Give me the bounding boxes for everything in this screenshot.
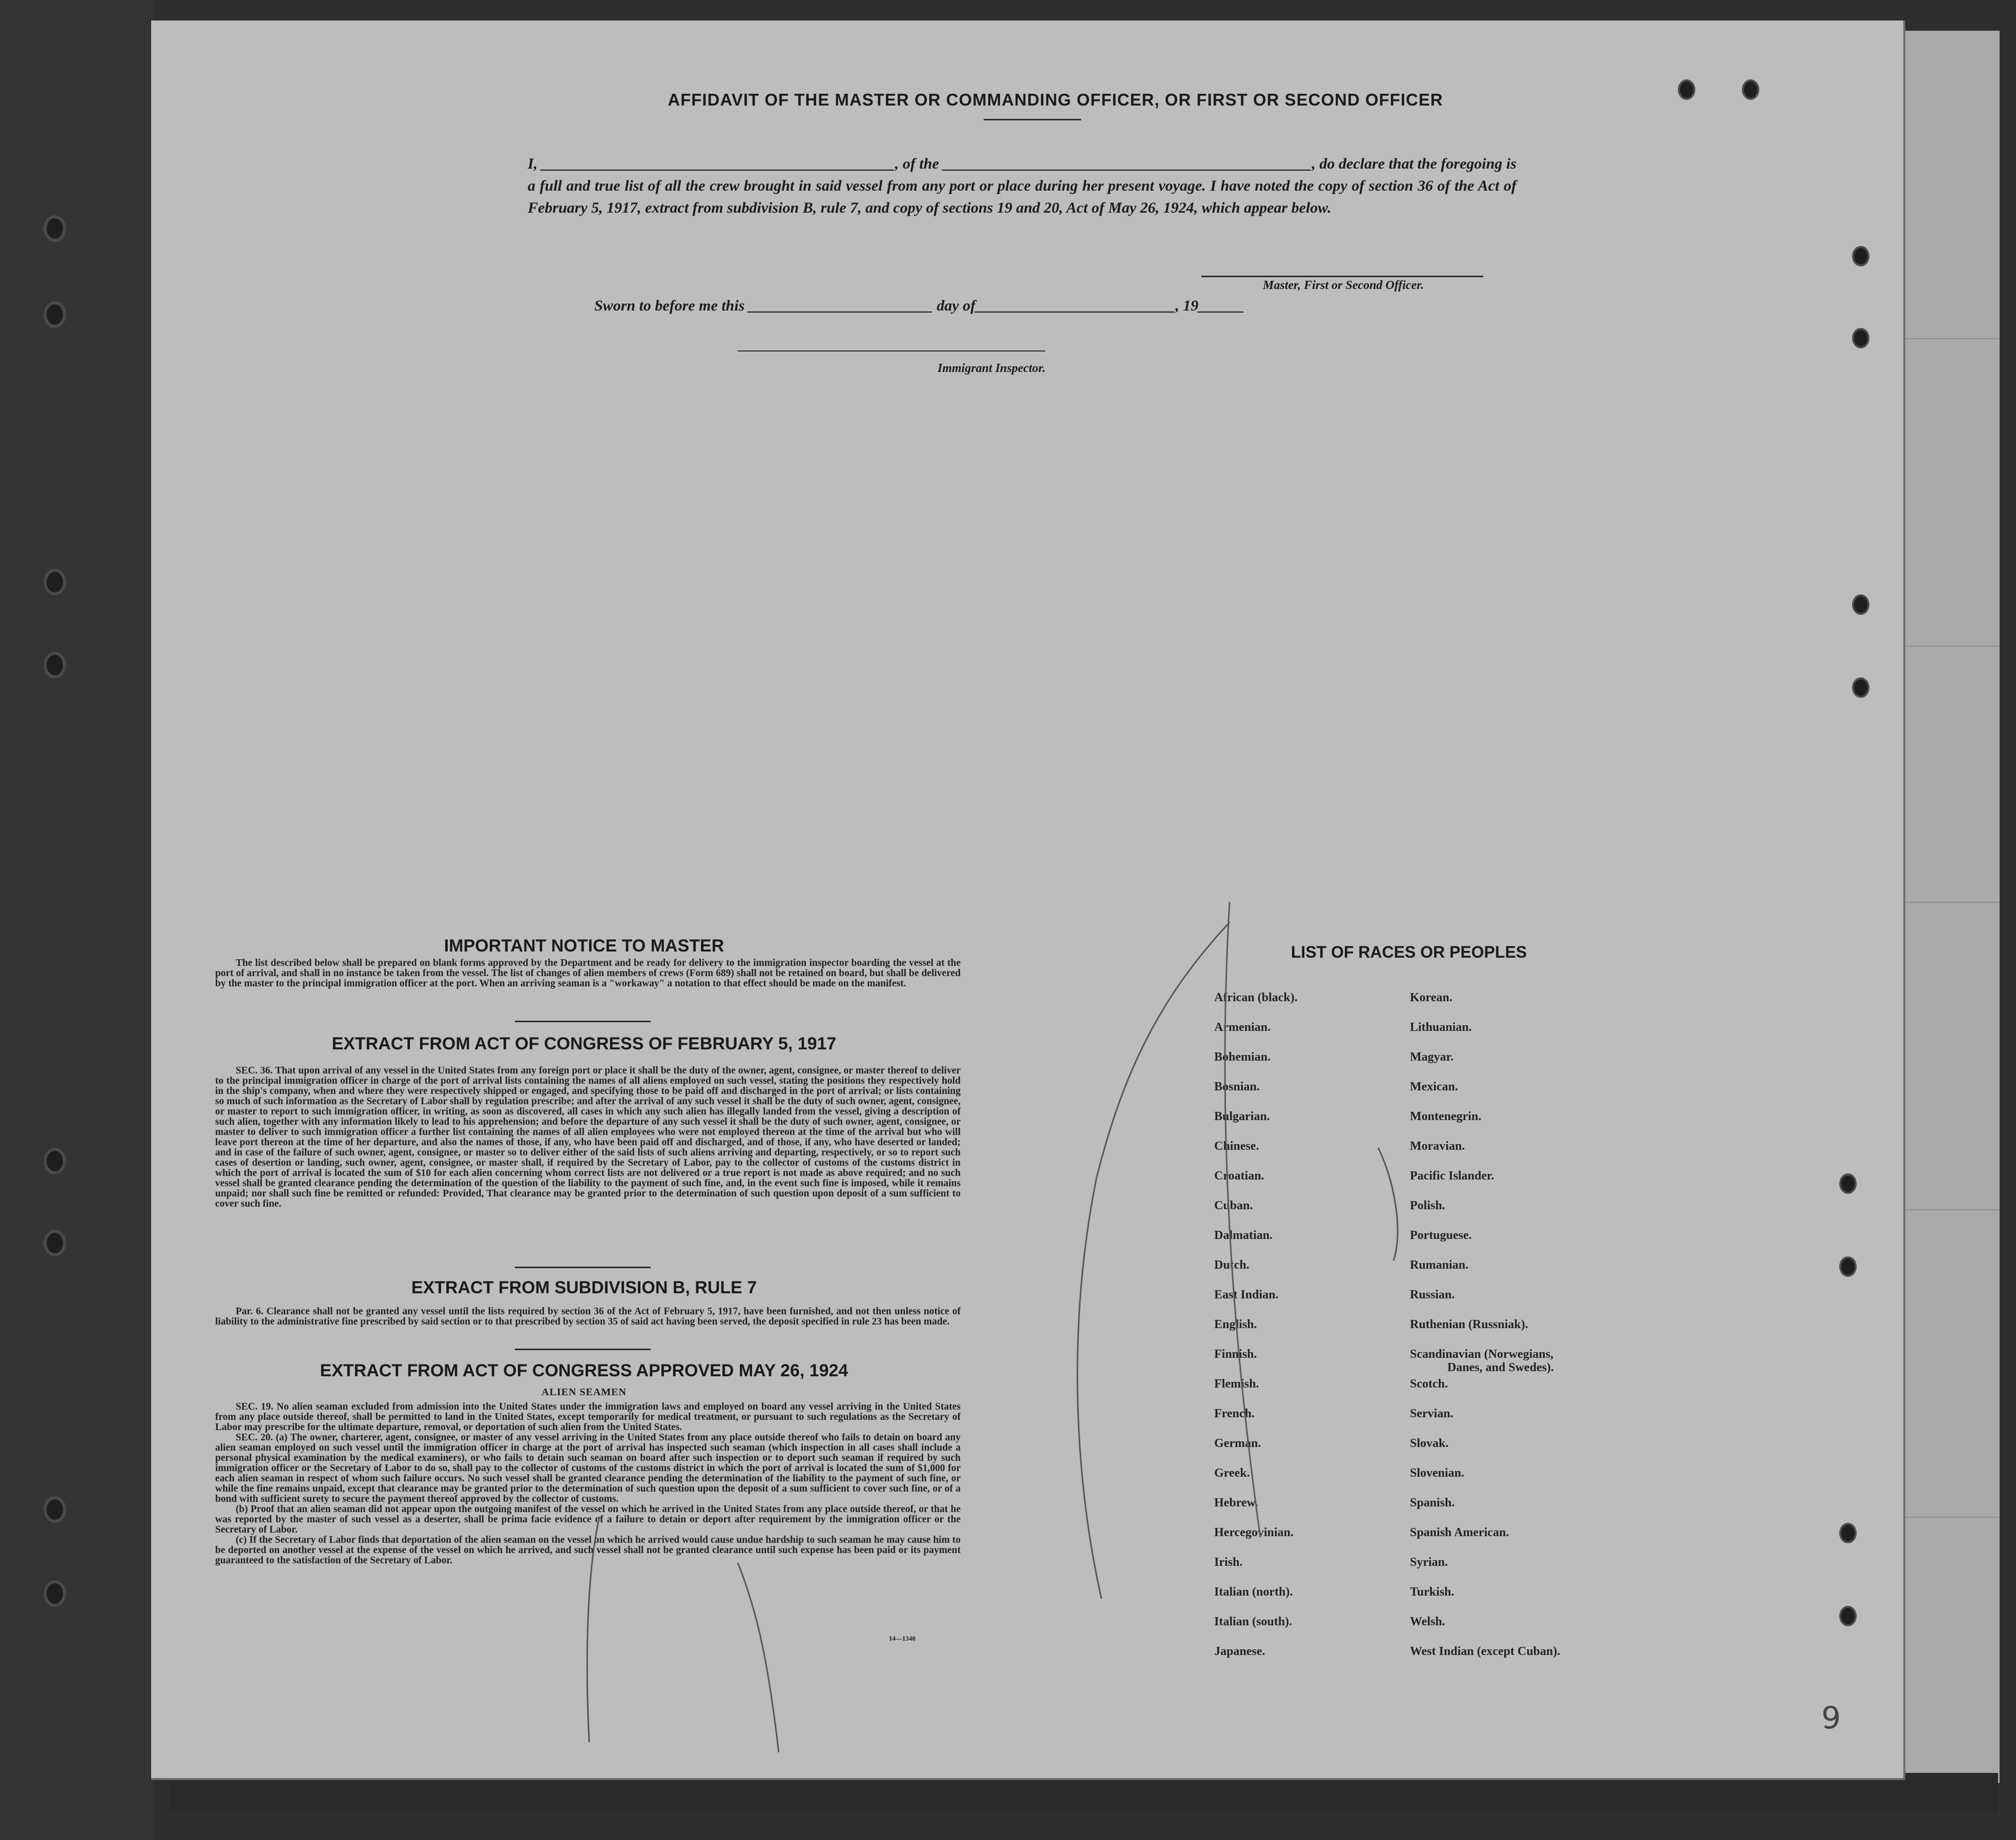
race-item: Hebrew.	[1214, 1496, 1258, 1510]
race-item: Spanish.	[1410, 1496, 1455, 1510]
race-item: African (black).	[1214, 991, 1298, 1004]
notice-title: IMPORTANT NOTICE TO MASTER	[444, 936, 724, 956]
race-item: Turkish.	[1410, 1585, 1454, 1599]
race-item: Servian.	[1410, 1407, 1453, 1420]
race-item: Rumanian.	[1410, 1258, 1469, 1272]
race-item: Flemish.	[1214, 1377, 1259, 1391]
race-item: Finnish.	[1214, 1348, 1257, 1361]
race-item: Slovak.	[1410, 1437, 1449, 1450]
race-item: Moravian.	[1410, 1140, 1465, 1153]
race-item: Portuguese.	[1410, 1229, 1472, 1242]
race-item: Irish.	[1214, 1556, 1243, 1569]
races-title: LIST OF RACES OR PEOPLES	[1291, 943, 1527, 961]
race-item: Pacific Islander.	[1410, 1169, 1494, 1183]
extract-rule7-title: EXTRACT FROM SUBDIVISION B, RULE 7	[411, 1278, 757, 1297]
race-item: English.	[1214, 1318, 1257, 1331]
inspector-signature-label: Immigrant Inspector.	[938, 362, 1046, 375]
notice-text: The list described below shall be prepared on blank forms approved by the Department and be ready for delivery to the immigration inspector boarding the vessel at the port of arrival, and shall in no instance be taken from the vessel. The list of changes of alien members of crews (Form 689) shall not be retained on board, but shall be delivered by the master to the principal immigration officer at the port. When an arriving seaman is a "workaway" a notation to that effect should be made on the manifest.	[215, 958, 961, 989]
race-item: East Indian.	[1214, 1288, 1279, 1301]
race-item: Syrian.	[1410, 1556, 1448, 1569]
race-item: Ruthenian (Russniak).	[1410, 1318, 1528, 1331]
race-item: Polish.	[1410, 1199, 1445, 1212]
race-item: Scandinavian (Norwegians,	[1410, 1348, 1554, 1361]
race-item: Dalmatian.	[1214, 1229, 1273, 1242]
race-item: Hercegovinian.	[1214, 1526, 1294, 1539]
race-item: Dutch.	[1214, 1258, 1250, 1272]
alien-seamen-heading: ALIEN SEAMEN	[542, 1387, 627, 1398]
race-item: Lithuanian.	[1410, 1021, 1472, 1034]
extract-1924-title: EXTRACT FROM ACT OF CONGRESS APPROVED MAY 26, 1924	[320, 1361, 848, 1380]
race-item: Mexican.	[1410, 1080, 1458, 1093]
race-item: Russian.	[1410, 1288, 1455, 1301]
race-item: Cuban.	[1214, 1199, 1253, 1212]
extract-1924-text: SEC. 19. No alien seaman excluded from admission into the United States under the immigration laws and employed on board any vessel arriving in the United States from any place outside thereof, shall be permitted to land in the United States, except temporarily for medical treatment, or pursuant to such regulations as the Secretary of Labor may prescribe for the ultimate departure, removal, or deportation of such alien from the United States. SEC. 20. (a) The owner, charterer, agent, consignee, or master of any vessel arriving in the United States from any place outside thereof who fails to detain on board any alien seaman employed on such vessel until the immigration officer in charge at the port of arrival has inspected such seaman (which inspection in all cases shall include a personal physical examination by the medical examiners), or who fails to detain such seaman on board after such inspection or to deport such seaman if required by such immigration officer or the Secretary of Labor to do so, shall pay to the collector of customs of the customs district in which the port of arrival is located the sum of $1,000 for each alien seaman in respect of whom such failure occurs. No such vessel shall be granted clearance pending the determination of the liability to the payment of such fine, or while the fine remains unpaid, except that clearance may be granted prior to the determination of such question upon the deposit of a sum sufficient to cover such fine, or of a bond with sufficient surety to secure the payment thereof approved by the collector of customs. (b) Proof that an alien seaman did not appear upon the outgoing manifest of the vessel on which he arrived in the United States from any place outside thereof, or that he was reported by the master of such vessel as a deserter, shall be prima facie evidence of a failure to detain or deport after requirement by the immigration officer or the Secretary of Labor. (c) If the Secretary of Labor finds that deportation of the alien seaman on the vessel on which he arrived would cause undue hardship to such seaman he may cause him to be deported on another vessel at the expense of the vessel on which he arrived, and such vessel shall not be granted clearance until such expense has been paid or its payment guaranteed to the satisfaction of the Secretary of Labor.	[215, 1401, 961, 1566]
race-item: Welsh.	[1410, 1615, 1445, 1628]
race-item: Italian (south).	[1214, 1615, 1293, 1628]
race-item: Japanese.	[1214, 1645, 1265, 1658]
race-item: Croatian.	[1214, 1169, 1264, 1183]
race-item: Danes, and Swedes).	[1447, 1361, 1554, 1374]
affidavit-title: AFFIDAVIT OF THE MASTER OR COMMANDING OFFICER, OR FIRST OR SECOND OFFICER	[668, 90, 1443, 109]
race-item: Italian (north).	[1214, 1585, 1293, 1599]
race-item: Bulgarian.	[1214, 1110, 1270, 1123]
form-number: 14—1340	[889, 1635, 916, 1642]
race-item: French.	[1214, 1407, 1255, 1420]
race-item: Magyar.	[1410, 1050, 1454, 1064]
race-item: Chinese.	[1214, 1140, 1259, 1153]
sworn-statement: Sworn to before me this ________________________ day of__________________________, 19______	[594, 297, 1245, 314]
extract-1917-text: SEC. 36. That upon arrival of any vessel in the United States from any foreign port or place it shall be the duty of the owner, agent, consignee, or master thereof to deliver to the principal immigration officer in charge of the port of arrival lists containing the names of all aliens employed on such vessel, stating the positions they respectively hold in the ship's company, when and where they were respectively shipped or engaged, and specifying those to be paid off and discharged in the port of arrival; or lists containing so much of such information as the Secretary of Labor shall by regulation prescribe; and after the arrival of any such vessel it shall be the duty of such owner, agent, consignee, or master to report to such immigration officer, in writing, as soon as discovered, all cases in which any such alien has illegally landed from the vessel, giving a description of such alien, together with any information likely to lead to his apprehension; and before the departure of any such vessel it shall be the duty of such owner, agent, consignee, or master to deliver to such immigration officer a further list containing the names of all alien employees who were not employed thereon at the time of the arrival but who will leave port thereon at the time of her departure, and also the names of those, if any, who have been paid off and discharged, and of those, if any, who have deserted or landed; and in case of the failure of such owner, agent, consignee, or master so to deliver either of the said lists of such aliens arriving and departing, respectively, or so to report such cases of desertion or landing, such owner, agent, consignee, or master shall, if required by the Secretary of Labor, pay to the collector of customs of the customs district in which the port of arrival is located the sum of $10 for each alien concerning whom correct lists are not delivered or a true report is not made as above required; and no such vessel shall be granted clearance pending the determination of the question of the liability to the payment of such fine, and, in the event such fine is imposed, while it remains unpaid; nor shall such fine be remitted or refunded: Provided, That clearance may be granted prior to the determination of such question upon deposit of a sum sufficient to cover such fine.	[215, 1065, 961, 1209]
affidavit-text: I, ______________________________________________, of the ________________________________________________, do declare that the foregoing is a full and true list of all the crew brought in said vessel from any port or place during her present voyage. I have noted the copy of section 36 of the Act of February 5, 1917, extract from subdivision B, rule 7, and copy of sections 19 and 20, Act of May 26, 1924, which appear below.	[528, 155, 1516, 216]
extract-rule7-text: Par. 6. Clearance shall not be granted any vessel until the lists required by section 36 of the Act of February 5, 1917, have been furnished, and not then unless notice of liability to the administrative fine prescribed by said section or to that prescribed by section 35 of said act having been served, the deposit specified in rule 23 has been made.	[215, 1306, 961, 1327]
race-item: Slovenian.	[1410, 1466, 1465, 1480]
race-item: Greek.	[1214, 1466, 1250, 1480]
race-item: German.	[1214, 1437, 1261, 1450]
extract-1917-title: EXTRACT FROM ACT OF CONGRESS OF FEBRUARY 5, 1917	[331, 1034, 837, 1053]
race-item: West Indian (except Cuban).	[1410, 1645, 1561, 1658]
race-item: Korean.	[1410, 991, 1452, 1004]
handwritten-annotation: 9	[1821, 1700, 1841, 1736]
race-item: Armenian.	[1214, 1021, 1271, 1034]
race-item: Scotch.	[1410, 1377, 1448, 1391]
master-signature-label: Master, First or Second Officer.	[1263, 279, 1424, 292]
race-item: Bosnian.	[1214, 1080, 1260, 1093]
race-item: Montenegrin.	[1410, 1110, 1482, 1123]
race-item: Bohemian.	[1214, 1050, 1271, 1064]
race-item: Spanish American.	[1410, 1526, 1509, 1539]
